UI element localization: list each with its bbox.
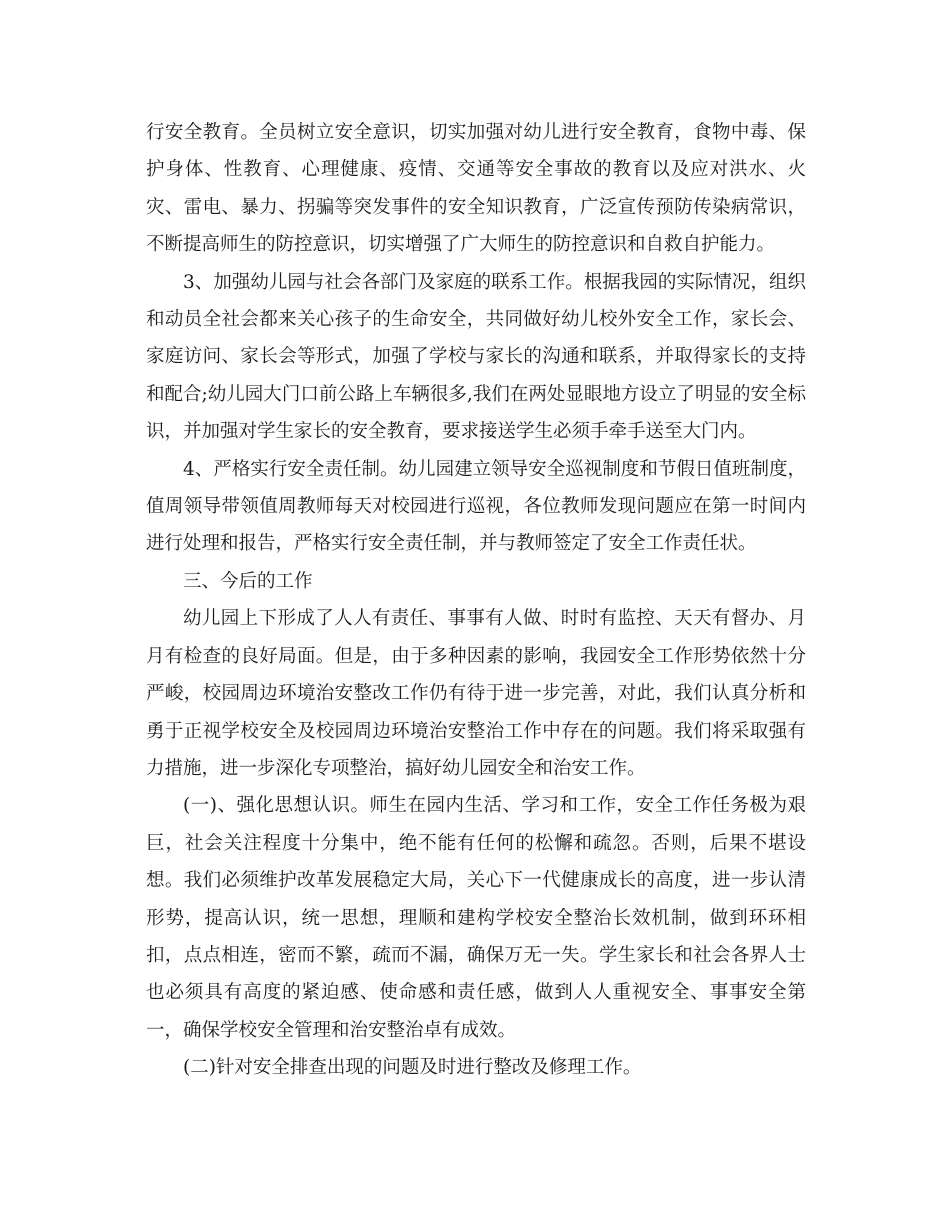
paragraph-family-contact: 3、加强幼儿园与社会各部门及家庭的联系工作。根据我园的实际情况，组织和动员全社会都来关心孩子的生命安全，共同做好幼儿校外安全工作，家长会、家庭访问、家长会等形式，加强了学校与家长的沟通和联系，并取得家长的支持和配合;幼儿园大门口前公路上车辆很多,我们在两处显眼地方设立了明显的安全标识，并加强对学生家长的安全教育，要求接送学生必须手牵手送至大门内。 <box>146 271 806 443</box>
paragraph-strengthen-awareness: (一)、强化思想认识。师生在园内生活、学习和工作，安全工作任务极为艰巨，社会关注程度十分集中，绝不能有任何的松懈和疏忽。否则，后果不堪设想。我们必须维护改革发展稳定大局，关心下一代健康成长的高度，进一步认清形势，提高认识，统一思想，理顺和建构学校安全整治长效机制，做到环环相扣，点点相连，密而不繁，疏而不漏，确保万无一失。学生家长和社会各界人士也必须具有高度的紧迫感、使命感和责任感，做到人人重视安全、事事安全第一，确保学校安全管理和治安整治卓有成效。 <box>146 795 806 1041</box>
paragraph-safety-education: 行安全教育。全员树立安全意识，切实加强对幼儿进行安全教育，食物中毒、保护身体、性教育、心理健康、疫情、交通等安全事故的教育以及应对洪水、火灾、雷电、暴力、拐骗等突发事件的安全知识教育，广泛宣传预防传染病常识，不断提高师生的防控意识，切实增强了广大师生的防控意识和自救自护能力。 <box>146 122 806 256</box>
paragraph-current-situation: 幼儿园上下形成了人人有责任、事事有人做、时时有监控、天天有督办、月月有检查的良好局面。但是，由于多种因素的影响，我园安全工作形势依然十分严峻，校园周边环境治安整改工作仍有待于进一步完善，对此，我们认真分析和勇于正视学校安全及校园周边环境治安整治工作中存在的问题。我们将采取强有力措施，进一步深化专项整治，搞好幼儿园安全和治安工作。 <box>146 608 806 779</box>
paragraph-responsibility-system: 4、严格实行安全责任制。幼儿园建立领导安全巡视制度和节假日值班制度，值周领导带领值周教师每天对校园进行巡视，各位教师发现问题应在第一时间内进行处理和报告，严格实行安全责任制，并与教师签定了安全工作责任状。 <box>146 458 806 555</box>
paragraph-rectification: (二)针对安全排查出现的问题及时进行整改及修理工作。 <box>183 1057 642 1079</box>
document-body <box>146 114 806 1087</box>
section-heading-future-work: 三、今后的工作 <box>183 570 313 592</box>
